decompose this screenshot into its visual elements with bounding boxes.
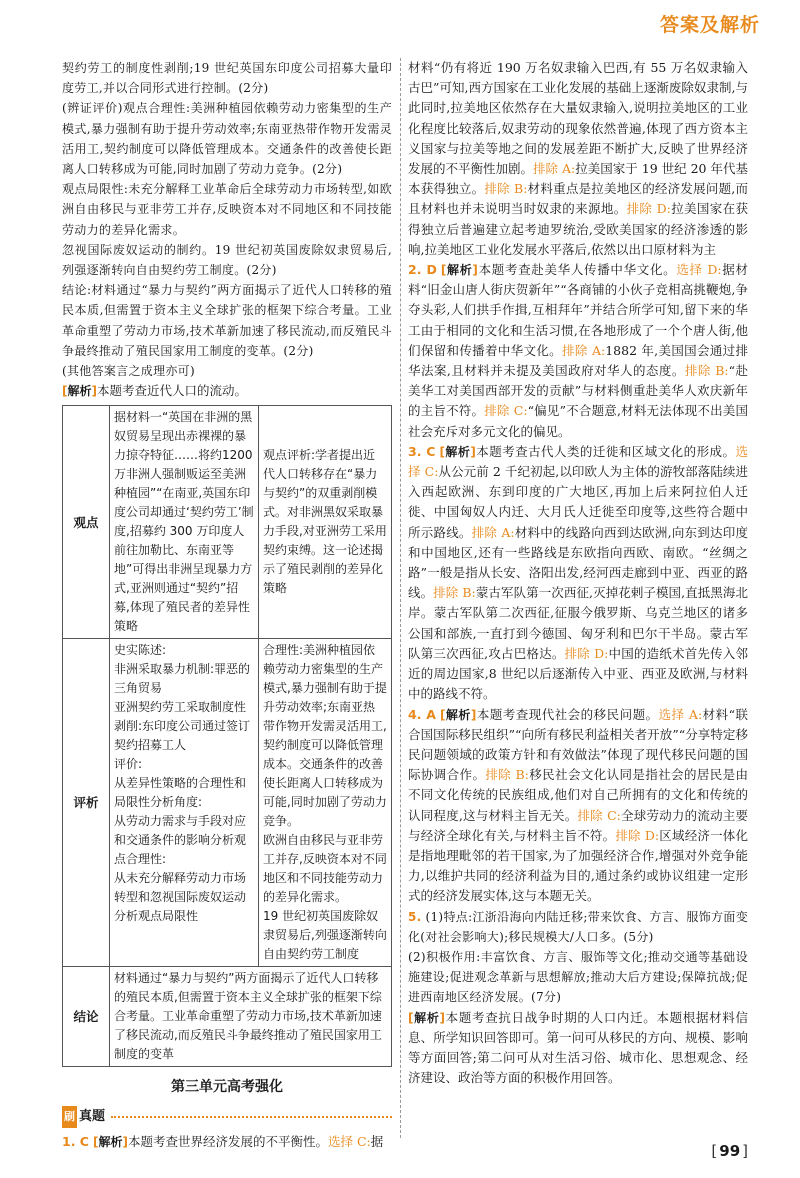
q5-a: (1)特点:江浙沿海向内陆迁移;带来饮食、方言、服饰方面变化(对社会影响大);移民规模大/人口多。(5分) [408,909,748,944]
bianxi-prefix: (辨证评价)观点合理性: [62,101,191,116]
dotted-rule [111,1116,392,1118]
answer-note: (其他答案言之成理亦可) [62,364,195,379]
q2-a: 本题考查赴美华人传播中华文化。 [477,262,677,278]
question-number: 3. C [408,443,436,459]
answer-ignore: 忽视国际废奴运动的制约。19 世纪初英国废除奴隶贸易后,列强逐渐转向自由契约劳工制度。(2分) [62,242,392,278]
question-4 [408,705,748,907]
section-zhenti [62,1106,392,1128]
conclusion-text: 材料通过“暴力与契约”两方面揭示了近代人口转移的殖民本质,但需置于资本主义全球扩张的框架下综合考量。工业革命重塑了劳动力市场,技术革新加速了移民流动,而反殖民斗争最终推动了殖民国家用工制度的变革 [110,967,392,1067]
zhenti-badge: 刷 [62,1106,77,1128]
q2-c: 1882 年,美国国会通过排华法案,且材料并未提及美国政府对华人的态度。 [408,342,748,379]
q4-c: 移民社会文化认同是指社会的居民是由不同文化传统的民族组成,他们对自己所拥有的文化和传统的认同程度,这与材料主旨无关。 [408,767,748,823]
q4-e: 区域经济一体化是指地理毗邻的若干国家,为了加强经济合作,增强对外竞争能力,以维护共同的经济利益为目的,通过条约或协议组建一定形式的经济发展实体,这与本题无关。 [408,827,748,904]
q4-a: 本题考查现代社会的移民问题。 [476,706,659,722]
question-number: 2. D [408,262,437,278]
evaluation-table [62,405,392,1067]
q2-exclude-b: 排除 B: [684,363,729,379]
q2-b: 据材料“旧金山唐人街庆贺新年”“各商铺的小伙子竞相高挑鞭炮,争夺头彩,人们拱手作揖,互相拜年”并结合所学可知,留下来的华工由于相同的文化和生活习惯,在各地形成了一个个唐人街,他们保留和传播着中华文化。 [408,262,748,358]
column-divider [400,58,401,1138]
answer-limitation: 观点局限性:未充分解释工业革命后全球劳动力市场转型,如欧洲自由移民与亚非劳工并存,反映资本对不同地区和不同技能劳动力的差异化需求。 [62,182,392,237]
q2-e: “偏见”不合题意,材料无法体现不出美国社会充斥对多元文化的偏见。 [408,403,748,439]
question-2 [408,260,748,442]
q3-d: 蒙古军队第一次西征,灭掉花剌子模国,直抵黑海北岸。蒙古军队第二次西征,征服今俄罗斯、乌克兰地区的诸多公国和部族,一直打到今德国、匈牙利和巴尔干半岛。蒙古军队第三次西征,攻占巴格达。 [408,585,748,661]
q1-tail: 据 [370,1133,384,1149]
q4-d: 全球劳动力的流动主要与经济全球化有关,与材料主旨不符。 [408,807,748,843]
right-column [408,58,748,1088]
analysis-line [62,381,392,401]
q3-e: 中国的造纸术首先传入邻近的周边国家,8 世纪以后逐渐传入中亚、西亚及欧洲,与材料中的路线不符。 [408,645,748,702]
answer-conclusion: 结论:材料通过“暴力与契约”两方面揭示了近代人口转移的殖民本质,但需置于资本主义全球扩张的框架下综合考量。工业革命重塑了劳动力市场,技术革新加速了移民流动,而反殖民斗争最终推动了殖民国家用工制度的变革。(2分) [62,283,392,358]
q4-exclude-d: 排除 D: [615,827,660,843]
analysis-tag: [ 解析 ] [441,263,478,277]
q3-a: 本题考查古代人类的迁徙和区域文化的形成。 [475,443,736,459]
unit-title: 第三单元高考强化 [171,1079,283,1096]
question-5-part1 [408,907,748,947]
q4-b: 材料“联合国国际移民组织”“向所有移民利益相关者开放”“分享特定移民问题领域的政策方针和有效做法”体现了现代移民问题的国际协调合作。 [408,706,748,783]
bianxi-text: 美洲种植园依赖劳动力密集型的生产模式,暴力强制有助于提升劳动效率;东南亚热带作物开发需灵活用工,契约制度可以降低管理成本。交通条件的改善使长距离人口转移成为可能,同时加剧了劳动力竞争。(2分) [62,101,392,177]
evaluation-analysis: 合理性:美洲种植园依赖劳动力密集型的生产模式,暴力强制有助于提升劳动效率;东南亚热带作物开发需灵活用工,契约制度可以降低管理成本。交通条件的改善使长距离人口转移成为可能,同时加剧了劳动力竞争。 欧洲自由移民与亚非劳工并存,反映资本对不同地区和不同技能劳动力的差异化需求。 19 世纪初英国废除奴隶贸易后,列强逐渐转向自由契约劳工制度 [259,639,392,967]
q1-cont-c: 材料重点是拉美地区的经济发展问题,而且材料也并未说明当时奴隶的来源地。 [408,181,748,217]
question-1-start [62,1132,392,1152]
left-column [62,58,392,1152]
q1-cont-d: 拉美国家在获得独立后普遍建立起考迪罗统治,受欧美国家的经济渗透的影响,拉美地区工业化发展水平落后,依然以出口原材料为主 [408,201,748,257]
q2-select: 选择 D: [676,262,722,278]
q1-cont-b: 拉美国家于 19 世纪 20 年代基本获得独立。 [408,161,748,197]
answer-intro: 契约劳工的制度性剥削;19 世纪英国东印度公司招募大量印度劳工,并以合同形式进行控制。(2分) [62,61,392,96]
analysis-tag: [ 解析 ] [440,708,476,722]
question-number: 1. C [62,1133,89,1149]
question-3 [408,442,748,705]
q1-cont-a: 材料“仍有将近 190 万名奴隶输入巴西,有 55 万名奴隶输入古巴”可知,西方国家在工业化发展的基础上逐渐废除奴隶制,与此同时,拉美地区依然存在大量奴隶输入,说明拉美地区的工业化程度比较落后,奴隶劳动的现象依然普遍,体现了西方资本主义国家与拉美等地之间的发展差距不断扩大,反映了世界经济发展的不平衡性加剧。 [408,60,748,177]
analysis-text: 本题考查近代人口的流动。 [96,383,247,399]
question-1-cont [408,58,748,260]
q4-exclude-c: 排除 C: [577,807,621,823]
zhenti-label: 真题 [79,1108,106,1124]
q1-select: 选择 C: [327,1133,371,1149]
analysis-tag: [ 解析 ] [93,1135,128,1149]
q4-exclude-b: 排除 B: [485,767,529,783]
row-label-evaluation: 评析 [63,639,110,967]
viewpoint-evidence: 据材料一“英国在非洲的黑奴贸易呈现出赤裸裸的暴力掠夺特征……将约1200 万非洲人强制贩运至美洲种植园”“在南亚,英国东印度公司却通过‘契约劳工’制度,招募约 300 万印度人前往加勒比、东南亚等地”可得出非洲呈现暴力方式,亚洲则通过“契约”招募,体现了殖民者的差异性策略 [110,406,259,639]
q2-exclude-c: 排除 C: [484,403,528,419]
q1-text: 本题考查世界经济发展的不平衡性。 [127,1133,328,1149]
answer-reasonable [62,98,392,179]
q1-exclude-b: 排除 B: [484,181,528,197]
q3-exclude-d: 排除 D: [564,645,609,661]
row-label-conclusion: 结论 [63,967,110,1067]
q3-b: 从公元前 2 千纪初起,以印欧人为主体的游牧部落陆续进入西起欧洲、东到印度的广大地区,再加上后来阿拉伯人迁徙、中国匈奴人内迁、大月氏人迁徙至印度等,这些符合题中所示路线。 [408,464,749,540]
q2-d: “赴美华工对美国西部开发的贡献”与材料侧重赴美华人欢庆新年的主旨不符。 [408,363,749,419]
q5-c: 本题考查抗日战争时期的人口内迁。本题根据材料信息、所学知识回答即可。第一问可从移民的方向、规模、影响等方面回答;第二问可从对生活习俗、城市化、思想观念、经济建设、政治等方面的积极作用回答。 [408,1009,748,1086]
table-row [63,639,392,967]
question-5-part2: (2)积极作用:丰富饮食、方言、服饰等文化;推动交通等基础设施建设;促进观念革新与思想解放;推动大后方建设;保障抗战;促进西南地区经济发展。(7分) [408,949,748,1005]
q2-exclude-a: 排除 A: [562,342,606,358]
analysis-tag: [ 解析 ] [62,384,97,398]
q3-select: 选择 C: [408,443,748,480]
table-row [63,406,392,639]
page-header-title: 答案及解析 [659,14,760,36]
page-number: [ 99 ] [711,1142,748,1160]
q1-exclude-d: 排除 D: [626,201,671,217]
analysis-tag: [ 解析 ] [439,445,475,459]
question-number: 5. [408,909,422,924]
viewpoint-comment: 观点评析:学者提出近代人口转移存在“暴力与契约”的双重剥削模式。对非洲黑奴采取暴力手段,对亚洲劳工采用契约束缚。这一论述揭示了殖民剥削的差异化策略 [259,406,392,639]
question-5-analysis [408,1008,748,1089]
q1-exclude-a: 排除 A: [533,161,576,177]
evaluation-facts: 史实陈述: 非洲采取暴力机制:罪恶的三角贸易 亚洲契约劳工采取制度性剥削:东印度公司通过签订契约招募工人 评价: 从差异性策略的合理性和局限性分析角度: 从劳动力需求与手段对应和交通条件的影响分析观点合理性: 从未充分解释劳动力市场转型和忽视国际废奴运动分析观点局限性 [110,639,259,967]
analysis-tag: [ 解析 ] [408,1011,445,1025]
q3-exclude-a: 排除 A: [471,524,515,540]
q4-select: 选择 A: [658,706,703,722]
question-number: 4. A [408,706,436,722]
row-label-viewpoint: 观点 [63,406,110,639]
table-row [63,967,392,1067]
q3-c: 材料中的线路向西到达欧洲,向东到达印度和中国地区,还有一些路线是东欧指向西欧、南欧。“丝绸之路”一般是指从长安、洛阳出发,经河西走廊到中亚、西亚的路线。 [408,524,748,601]
q3-exclude-b: 排除 B: [433,585,476,601]
